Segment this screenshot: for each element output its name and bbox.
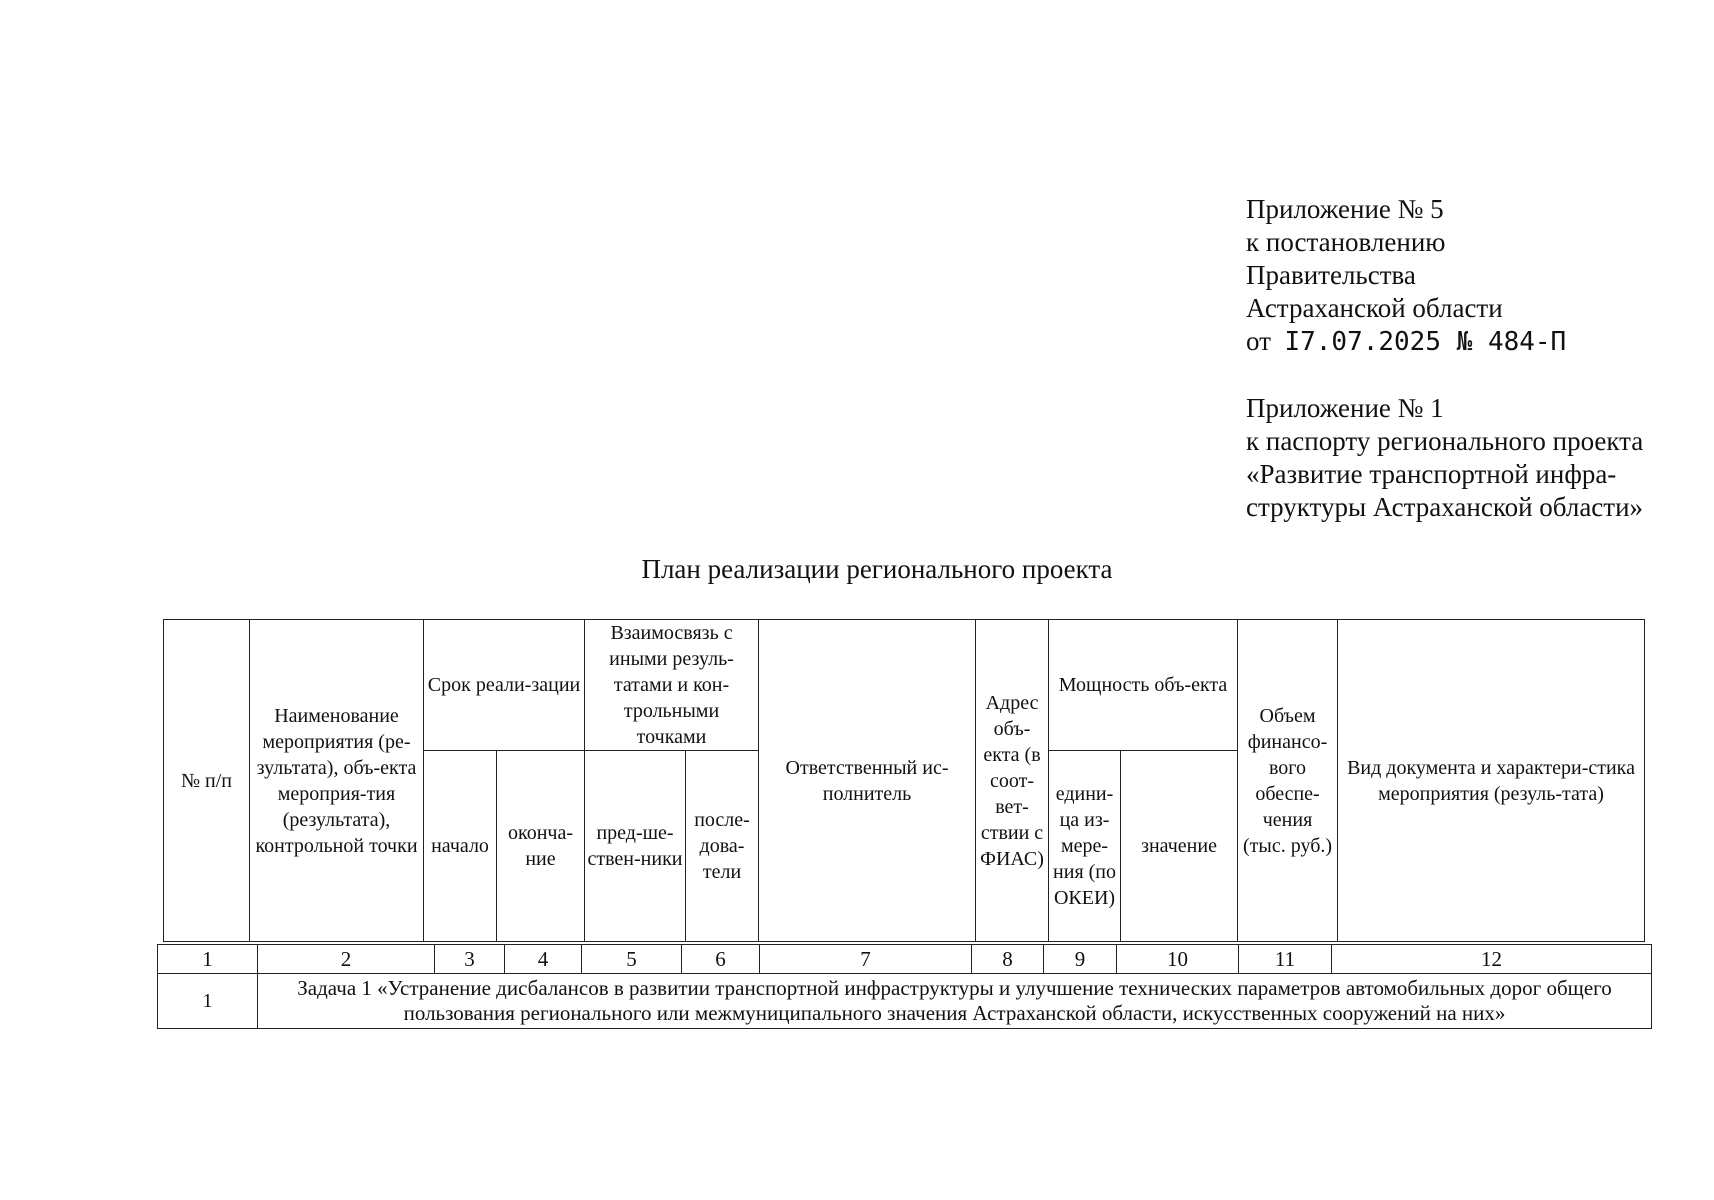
column-number: 12 (1332, 945, 1652, 974)
attachment-1-line3: «Развитие транспортной инфра- (1246, 459, 1617, 489)
header-num: № п/п (164, 620, 250, 942)
column-number: 10 (1117, 945, 1239, 974)
plan-title: План реализации регионального проекта (641, 554, 1113, 584)
header-capacity-value: значение (1121, 751, 1238, 942)
attachment-5-header (1246, 193, 1706, 359)
column-number-row (158, 945, 1652, 974)
column-number: 8 (972, 945, 1044, 974)
attachment-5-line3: Правительства (1246, 260, 1416, 290)
table-row (158, 974, 1652, 1029)
header-relation-succ: после-дова-тели (686, 751, 759, 942)
date-prefix: от (1246, 326, 1271, 356)
header-doc-type: Вид документа и характери-стика мероприятия (резуль-тата) (1338, 620, 1645, 942)
attachment-5-date-line (1246, 325, 1706, 359)
header-term-start: начало (424, 751, 497, 942)
column-number: 5 (582, 945, 682, 974)
attachment-1-line4: структуры Астраханской области» (1246, 492, 1644, 522)
attachment-1-line2: к паспорту регионального проекта (1246, 426, 1644, 456)
attachment-1-header (1246, 392, 1706, 524)
header-capacity-unit: едини-ца из-мере-ния (по ОКЕИ) (1049, 751, 1121, 942)
decree-date-number: I7.07.2025 № 484-П (1284, 327, 1567, 357)
plan-body-table (157, 944, 1652, 1029)
header-name: Наименование мероприятия (ре-зультата), объ-екта мероприя-тия (результата), контрольной точки (250, 620, 424, 942)
header-term-end: оконча-ние (497, 751, 585, 942)
header-term: Срок реали-зации (424, 620, 585, 751)
attachment-1-line1: Приложение № 1 (1246, 393, 1444, 423)
attachment-5-line4: Астраханской области (1246, 293, 1503, 323)
attachment-5-line2: к постановлению (1246, 227, 1446, 257)
header-capacity: Мощность объ-екта (1049, 620, 1238, 751)
column-number: 2 (258, 945, 435, 974)
header-address: Адрес объ-екта (в соот-вет-ствии с ФИАС) (976, 620, 1049, 942)
row-num: 1 (158, 974, 258, 1029)
column-number: 1 (158, 945, 258, 974)
column-number: 9 (1044, 945, 1117, 974)
task-description: Задача 1 «Устранение дисбалансов в развитии транспортной инфраструктуры и улучшение технических параметров автомобильных дорог общего пользования регионального или межмуниципального значения Астраханской области, искусственных сооружений на них» (258, 974, 1652, 1029)
column-number: 7 (760, 945, 972, 974)
header-relation: Взаимосвязь с иными резуль-татами и кон-трольными точками (585, 620, 759, 751)
attachment-5-line1: Приложение № 5 (1246, 194, 1444, 224)
header-finance: Объем финансо-вого обеспе-чения (тыс. руб.) (1238, 620, 1338, 942)
column-number: 4 (505, 945, 582, 974)
column-number: 11 (1239, 945, 1332, 974)
header-relation-pred: пред-ше-ствен-ники (585, 751, 686, 942)
plan-header-table (163, 619, 1645, 942)
header-executor: Ответственный ис-полнитель (759, 620, 976, 942)
column-number: 6 (682, 945, 760, 974)
column-number: 3 (435, 945, 505, 974)
